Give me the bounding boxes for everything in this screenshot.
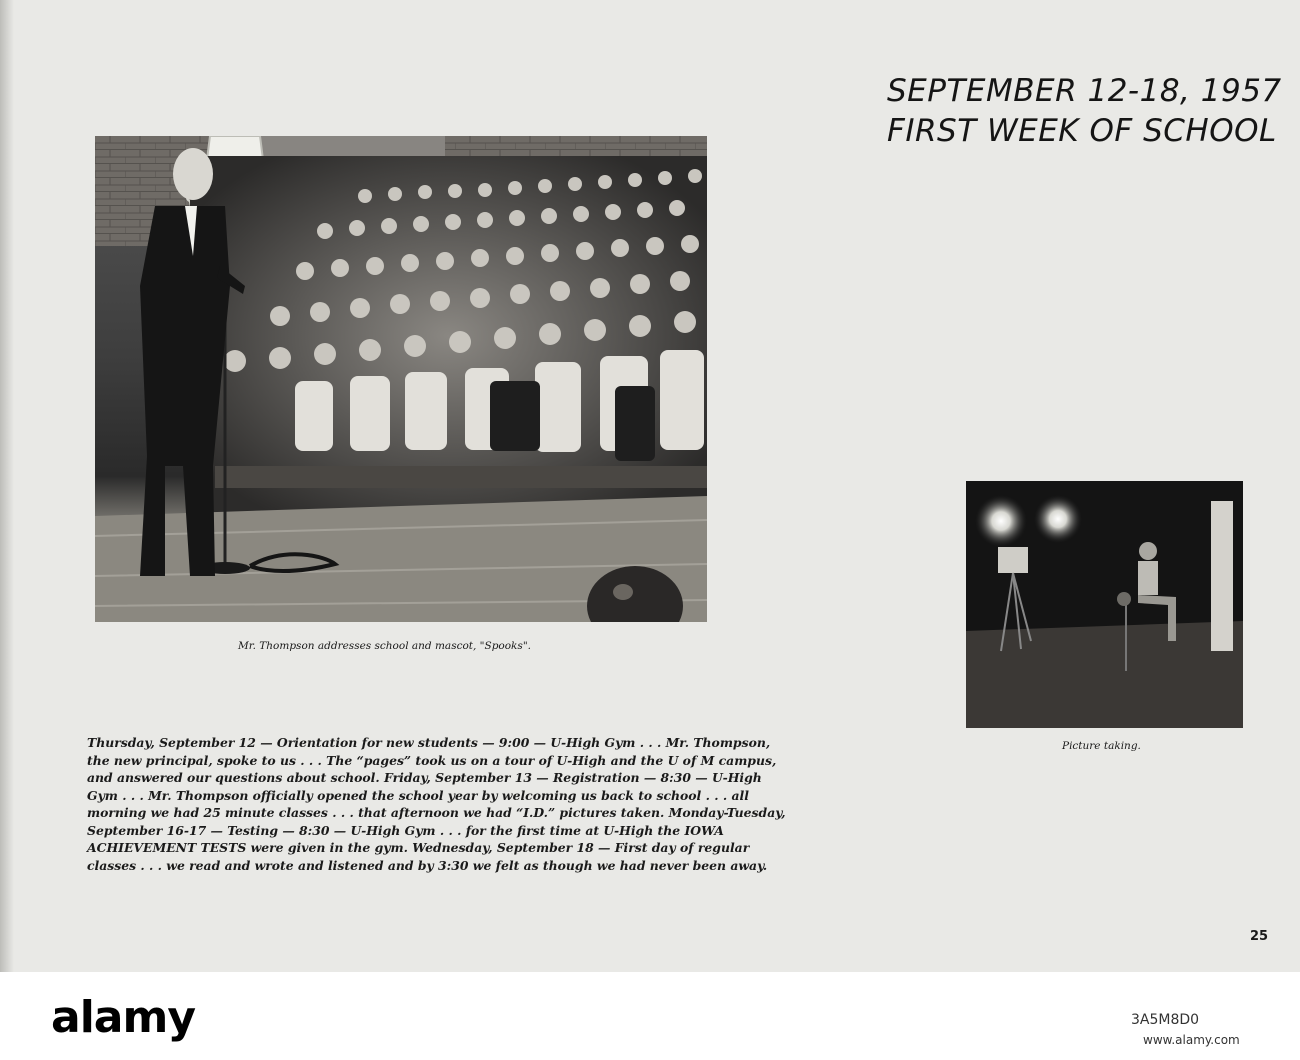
paragraph-line: and answered our questions about school. Friday, September 13 — Registration — 8:30 — U-High: [87, 770, 762, 785]
week-summary-paragraph: [87, 734, 847, 874]
paragraph-line: September 16-17 — Testing — 8:30 — U-High Gym . . . for the first time at U-High the IOWA: [87, 822, 724, 838]
paragraph-line: morning we had 25 minute classes . . . that afternoon we had “I.D.” pictures taken. Monday-Tuesday,: [87, 805, 786, 820]
assembly-photo: [95, 136, 707, 622]
watermark-url: www.alamy.com: [1143, 1033, 1240, 1047]
paragraph-line: the new principal, spoke to us . . . The “pages” took us on a tour of U-High and the U of M campus,: [87, 752, 777, 768]
assembly-photo-caption: Mr. Thompson addresses school and mascot, "Spooks".: [238, 640, 531, 652]
page-title-heading: FIRST WEEK OF SCHOOL: [887, 113, 1277, 149]
stock-watermark-bar: [0, 972, 1300, 1060]
picture-taking-caption: Picture taking.: [1062, 740, 1141, 752]
paragraph-line: classes . . . we read and wrote and listened and by 3:30 we felt as though we had never been away.: [87, 857, 768, 873]
image-id: 3A5M8D0: [1131, 1012, 1200, 1028]
paragraph-line: Gym . . . Mr. Thompson officially opened the school year by welcoming us back to school . . . all: [87, 787, 749, 803]
assembly-photo-drawing: [95, 136, 707, 622]
picture-taking-drawing: [966, 481, 1243, 728]
paragraph-line: Thursday, September 12 — Orientation for new students — 9:00 — U-High Gym . . . Mr. Thompson,: [87, 735, 771, 750]
page-number: 25: [1250, 929, 1269, 944]
picture-taking-photo: [966, 481, 1243, 728]
page-title-date: SEPTEMBER 12-18, 1957: [887, 73, 1282, 109]
paragraph-line: ACHIEVEMENT TESTS were given in the gym. Wednesday, September 18 — First day of regular: [87, 840, 750, 855]
alamy-logo: alamy: [51, 992, 195, 1043]
binding-gutter: [0, 0, 14, 972]
